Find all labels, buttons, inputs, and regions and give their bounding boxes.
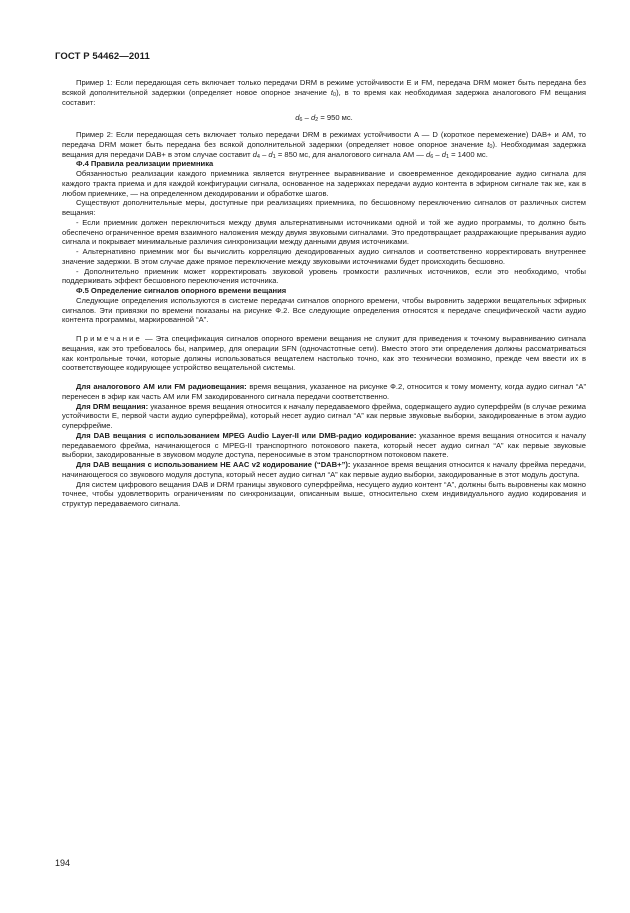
- list-item-correlation: - Альтернативно приемник мог бы вычислить корреляцию декодированных аудио сигналов и соответственно корректировать внутреннее значение задержки. В этом случае даже прямое переключение между звуковыми источниками будет происходить бесшовно.: [62, 247, 586, 266]
- example-2-paragraph: Пример 2: Если передающая сеть включает только передачи DRM в режимах устойчивости A — D (короткое перемежение) DAB+ и AM, то передача DRM может быть передана без всякой дополнительной задержки (определяет новое опорное значение $t_0$). Необходимая задержка вещания для передачи DAB+ в этом случае составит $d_4 - d_1 = 850$ мс, для аналогового сигнала AM — $d_6 - d_1 = 1400$ мс.: [62, 130, 586, 160]
- paragraph-digital-alignment: Для систем цифрового вещания DAB и DRM границы звукового суперфрейма, несущего аудио контент “A”, должны быть выровнены как можно точнее, чтобы удовлетворить ограничениям по синхронизации, описанным выше, относительно схем индивидуального аудио кодирования и структур передаваемого сигнала.: [62, 479, 586, 508]
- paragraph-definitions: Следующие определения используются в системе передачи сигналов опорного времени, чтобы выровнить задержки вещательных эфирных сигналов. Эти привязки по времени показаны на рисунке Ф.2. Все следующие определения относятся к передаче специфической части аудио контента программы, маркированной “A”.: [62, 295, 586, 325]
- definition-dab-plus: Для DAB вещания с использованием HE AAC v2 кодирование (“DAB+”): указанное время вещания относится к началу фрейма передачи, начинающегося со звукового модуля доступа, который несет аудио сигнал “A” как первые аудио выборки, закодированные в этот модуль доступа.: [62, 460, 586, 479]
- paragraph-receiver-duty: Обязанностью реализации каждого приемника является внутреннее выравнивание и своевременное декодирование аудио сигнала для каждого тракта приема и для каждой конфигурации сигнала, основанное на задержках передачи аудио контента в эфирном сигнале так же, как в любом приемнике, — на определенном декодировании и обработке шагов.: [62, 169, 586, 198]
- standard-header: ГОСТ Р 54462—2011: [55, 51, 150, 62]
- formula-1: $d_6 - d_2 = 950$ мс.: [295, 113, 353, 124]
- example-1-paragraph: Пример 1: Если передающая сеть включает только передачи DRM в режиме устойчивости E и FM, передача DRM может быть передана без всякой дополнительной задержки (определяет новое опорное значение $t_0$), в то время как необходимая задержка аналогового FM вещания составит:: [62, 78, 586, 107]
- list-item-overlap: - Если приемник должен переключиться между двумя альтернативными источниками одной и той же аудио программы, то должно быть обеспечено ограниченное время взаимного наложения между двумя звуковыми сигналами. Это предотвращает раздражающие прерывания аудио сигнала и покрывает минимальные различия синхронизации между данными двумя источниками.: [62, 217, 586, 247]
- section-heading-f5: Ф.5 Определение сигналов опорного времени вещания: [76, 286, 287, 295]
- definition-dab-mpeg: Для DAB вещания с использованием MPEG Audio Layer-II или DMB-радио кодирование: указанное время вещания относится к началу передаваемого фрейма, начинающегося с MPEG-II транспортного потокового пакета, который несет аудио сигнал “A” как первые звуковые выборки, закодированные в звуковом модуле доступа, переносимые в этом транспортном потоковом пакете.: [62, 430, 586, 460]
- page-number: 194: [55, 858, 71, 868]
- definition-drm: Для DRM вещания: указанное время вещания относится к началу передаваемого фрейма, содержащего аудио суперфрейм (в случае режима устойчивости E, первой части аудио суперфрейма), который несет аудио сигнал “A” как первые звуковые выборки, закодированные в этом аудио суперфрейме.: [62, 401, 586, 430]
- paragraph-additional-measures: Существуют дополнительные меры, доступные при реализациях приемника, по бесшовному переключению сигналов от различных систем вещания:: [62, 198, 586, 217]
- list-item-loudness: - Дополнительно приемник может корректировать звуковой уровень громкости различных источников, если это необходимо, чтобы поддерживать эффект бесшовного переключения источника.: [62, 266, 586, 286]
- definition-am-fm: Для аналогового AM или FM радиовещания: время вещания, указанное на рисунке Ф.2, относится к тому моменту, когда аудио сигнал “A” перенесен в эфир как часть AM или FM закодированного сигнала передачи соответственно.: [62, 382, 586, 401]
- body-text: [62, 78, 586, 509]
- section-heading-f4: Ф.4 Правила реализации приемника: [76, 159, 214, 169]
- note-label: Примечание: [76, 334, 142, 343]
- note-paragraph: Примечание — Эта спецификация сигналов опорного времени вещания не служит для приведения к точному выравниванию сигнала вещания, как это требовалось бы, например, для операции SFN (одночастотные сети). Вместо этого эти определения должны рассматриваться как контрольные точки, которые должны использоваться вещателем настолько точно, как это технически возможно, прежде чем ввести их в соответствующее кодирующее устройство вещательной системы.: [62, 334, 586, 373]
